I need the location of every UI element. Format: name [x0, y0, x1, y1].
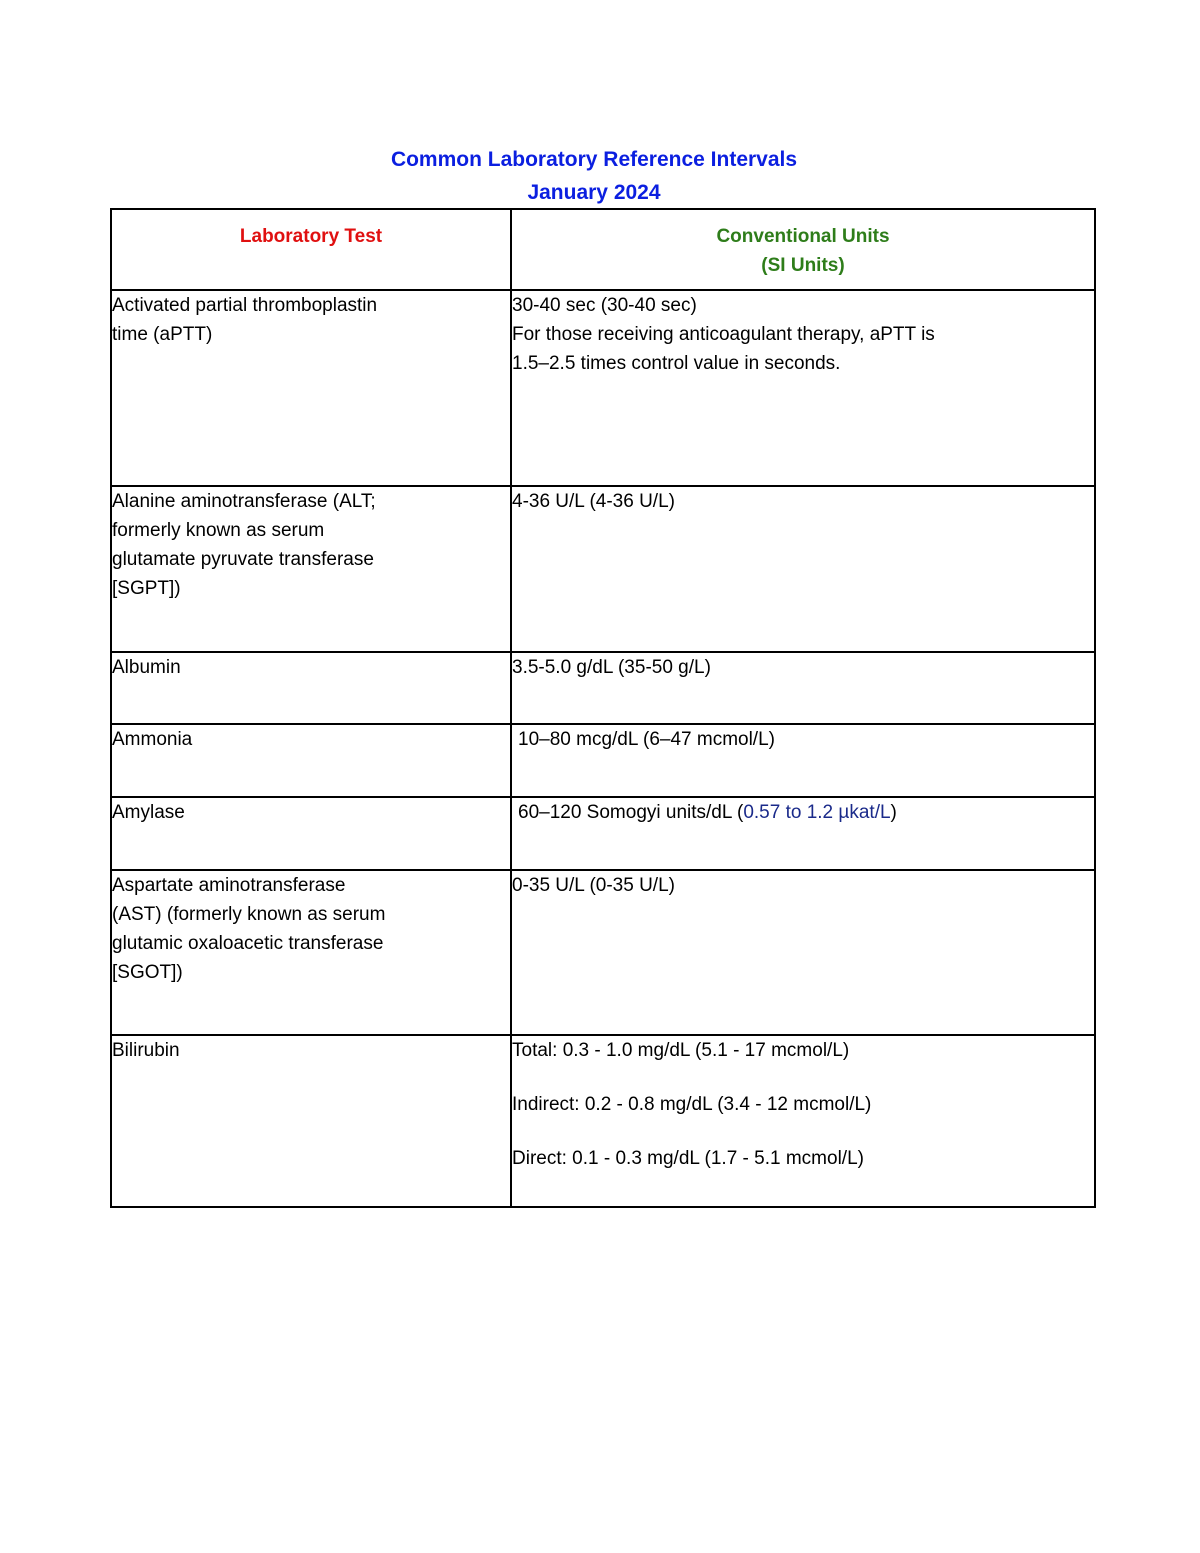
title-date: January 2024 [527, 181, 661, 204]
reference-value-cell [511, 486, 1095, 652]
test-name-cell [111, 1035, 511, 1207]
test-name-line: Amylase [112, 802, 185, 823]
reference-value-line: For those receiving anticoagulant therapy, aPTT is [512, 324, 935, 345]
test-name-line: time (aPTT) [112, 324, 213, 345]
reference-value-cell [511, 1035, 1095, 1207]
header-laboratory-test [111, 209, 511, 290]
bilirubin-indirect-value: Indirect: 0.2 - 0.8 mg/dL (3.4 - 12 mcmol/L) [512, 1094, 872, 1115]
test-name-line: Aspartate aminotransferase [112, 875, 346, 896]
amylase-close-paren: ) [890, 802, 897, 823]
reference-value-line: 3.5-5.0 g/dL (35-50 g/L) [512, 657, 711, 678]
table-row-alt [111, 486, 1095, 652]
reference-value-line: 4-36 U/L (4-36 U/L) [512, 491, 675, 512]
header-test-label: Laboratory Test [239, 226, 383, 247]
test-name-line: Albumin [112, 657, 181, 678]
reference-value-cell [511, 797, 1095, 870]
reference-value-line [512, 798, 1094, 827]
test-name-line: Alanine aminotransferase (ALT; [112, 491, 376, 512]
document-title [0, 143, 1188, 209]
test-name-line: Bilirubin [112, 1040, 180, 1061]
table-row-amylase [111, 797, 1095, 870]
test-name-cell [111, 724, 511, 797]
test-name-line: [SGOT]) [112, 962, 183, 983]
header-si-units-label: (SI Units) [761, 255, 845, 276]
table-row-ammonia [111, 724, 1095, 797]
test-name-cell [111, 870, 511, 1035]
test-name-line: [SGPT]) [112, 578, 181, 599]
reference-value-cell [511, 870, 1095, 1035]
test-name-line: formerly known as serum [112, 520, 325, 541]
reference-intervals-table [110, 208, 1096, 1208]
table-row-bilirubin [111, 1035, 1095, 1207]
amylase-conventional-value: 60–120 Somogyi units/dL ( [518, 802, 744, 823]
reference-value-line: 1.5–2.5 times control value in seconds. [512, 353, 841, 374]
bilirubin-direct-value: Direct: 0.1 - 0.3 mg/dL (1.7 - 5.1 mcmol/L) [512, 1148, 864, 1169]
table-row-aptt [111, 290, 1095, 486]
amylase-si-value: 0.57 to 1.2 µkat/L [743, 802, 891, 823]
table-row-ast [111, 870, 1095, 1035]
header-units-label: Conventional Units [716, 226, 890, 247]
reference-value-cell [511, 652, 1095, 724]
test-name-cell [111, 290, 511, 486]
title-main: Common Laboratory Reference Intervals [390, 148, 798, 171]
test-name-cell [111, 797, 511, 870]
reference-value-line: 10–80 mcg/dL (6–47 mcmol/L) [518, 729, 775, 750]
reference-value-line: 30-40 sec (30-40 sec) [512, 295, 697, 316]
table-header-row [111, 209, 1095, 290]
reference-value-cell [511, 290, 1095, 486]
test-name-cell [111, 486, 511, 652]
bilirubin-total-value: Total: 0.3 - 1.0 mg/dL (5.1 - 17 mcmol/L) [512, 1040, 850, 1061]
table-row-albumin [111, 652, 1095, 724]
reference-value-cell [511, 724, 1095, 797]
test-name-line: glutamic oxaloacetic transferase [112, 933, 384, 954]
test-name-line: Activated partial thromboplastin [112, 295, 378, 316]
header-conventional-units [511, 209, 1095, 290]
test-name-line: (AST) (formerly known as serum [112, 904, 386, 925]
test-name-line: glutamate pyruvate transferase [112, 549, 374, 570]
reference-value-line: 0-35 U/L (0-35 U/L) [512, 875, 675, 896]
test-name-cell [111, 652, 511, 724]
test-name-line: Ammonia [112, 729, 193, 750]
